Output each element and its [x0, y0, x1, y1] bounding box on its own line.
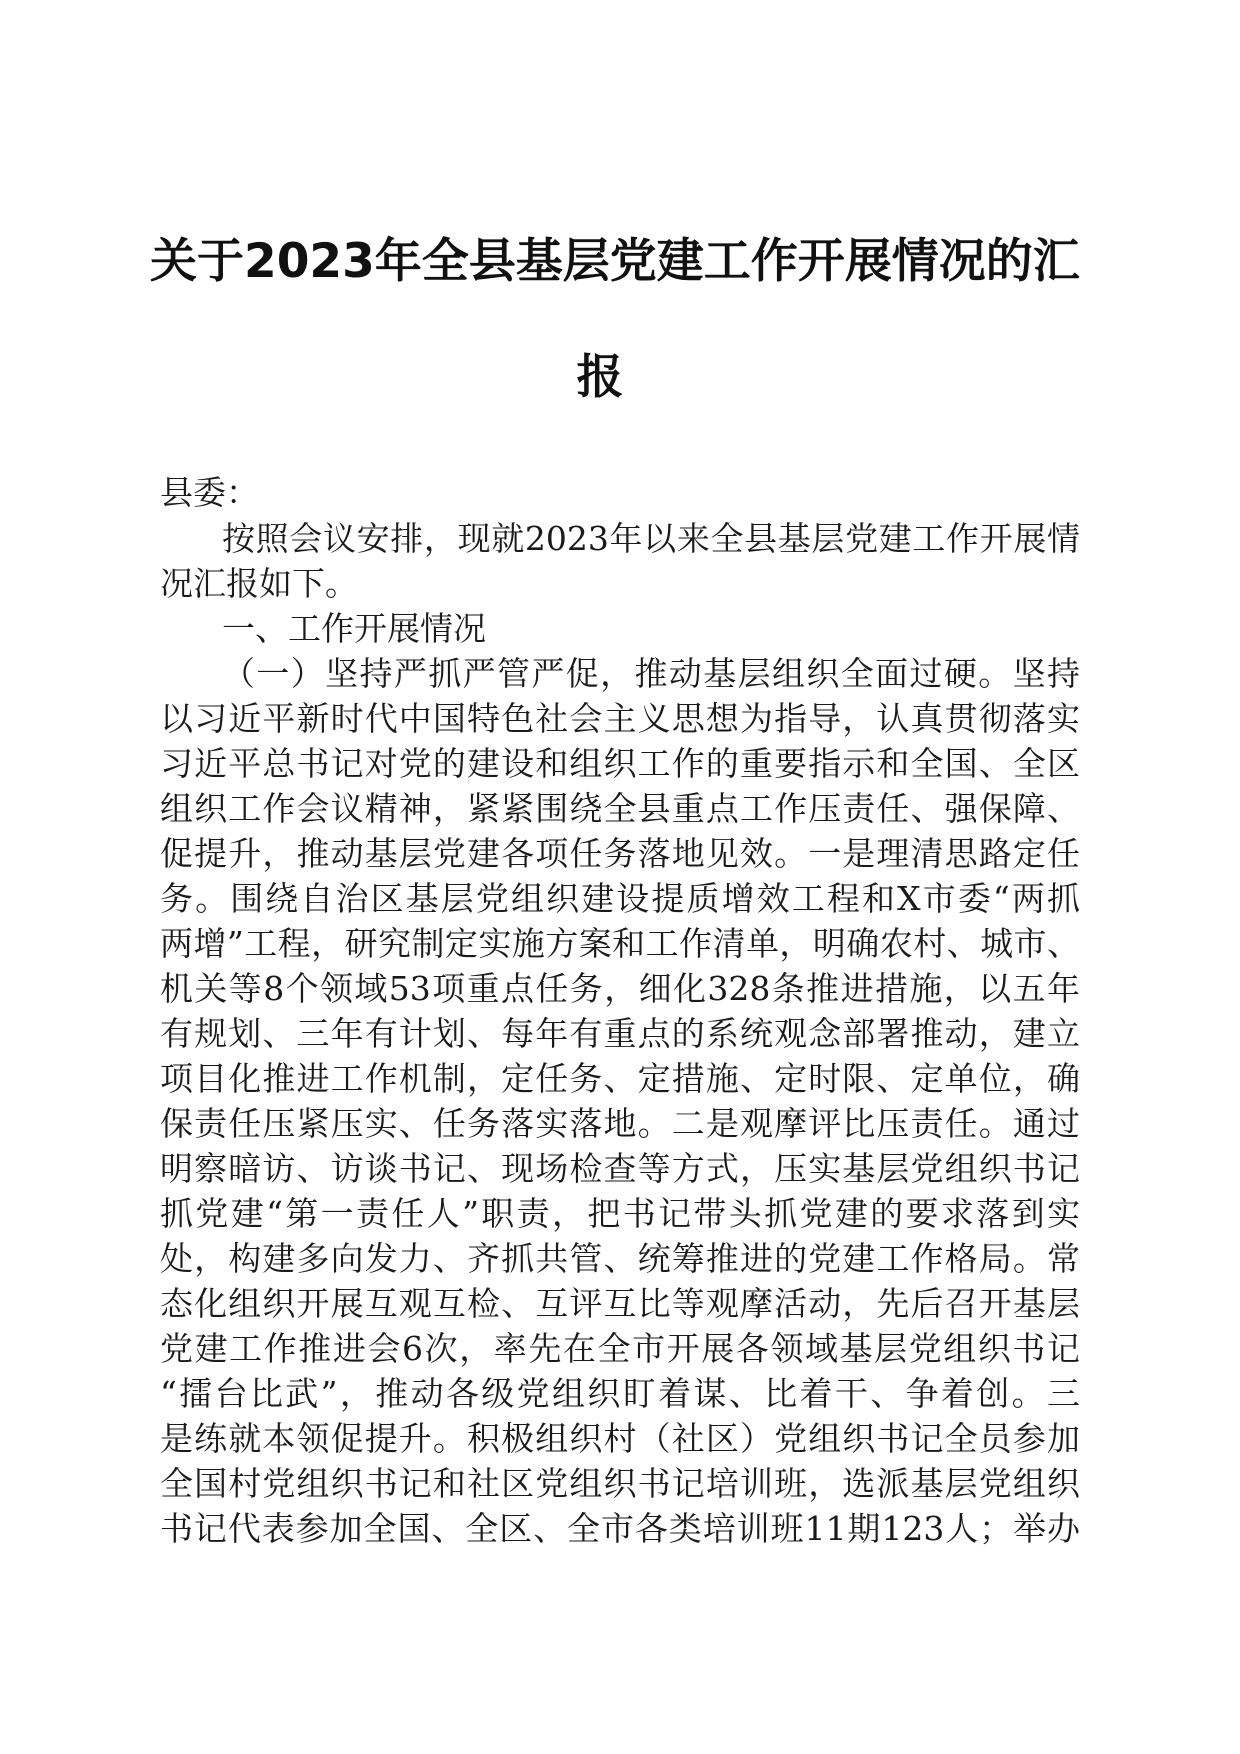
body-line: 两增”工程，研究制定实施方案和工作清单，明确农村、城市、 — [160, 924, 1080, 963]
salutation: 县委： — [160, 473, 259, 512]
body-line: 党建工作推进会6次，率先在全市开展各领域基层党组织书记 — [160, 1329, 1080, 1368]
body-line: 务。围绕自治区基层党组织建设提质增效工程和X市委“两抓 — [160, 879, 1080, 918]
section-heading: 一、工作开展情况 — [222, 609, 486, 648]
document-title-line-2: 报 — [576, 350, 624, 405]
intro-line: 况汇报如下。 — [160, 564, 358, 603]
body-line: 明察暗访、访谈书记、现场检查等方式，压实基层党组织书记 — [160, 1149, 1080, 1188]
body-line: 全国村党组织书记和社区党组织书记培训班，选派基层党组织 — [160, 1464, 1080, 1503]
body-line: 以习近平新时代中国特色社会主义思想为指导，认真贯彻落实 — [160, 699, 1080, 738]
body-line: （一）坚持严抓严管严促，推动基层组织全面过硬。坚持 — [222, 654, 1080, 693]
intro-line: 按照会议安排，现就2023年以来全县基层党建工作开展情 — [222, 519, 1080, 558]
body-line: 有规划、三年有计划、每年有重点的系统观念部署推动，建立 — [160, 1014, 1080, 1053]
body-line: 态化组织开展互观互检、互评互比等观摩活动，先后召开基层 — [160, 1284, 1080, 1323]
body-line: 习近平总书记对党的建设和组织工作的重要指示和全国、全区 — [160, 744, 1080, 783]
body-line: 处，构建多向发力、齐抓共管、统筹推进的党建工作格局。常 — [160, 1239, 1080, 1278]
document-title-line-1: 关于2023年全县基层党建工作开展情况的汇 — [150, 234, 1080, 289]
body-line: 组织工作会议精神，紧紧围绕全县重点工作压责任、强保障、 — [160, 789, 1080, 828]
body-line: 抓党建“第一责任人”职责，把书记带头抓党建的要求落到实 — [160, 1194, 1080, 1233]
body-line: 书记代表参加全国、全区、全市各类培训班11期123人；举办 — [160, 1509, 1080, 1548]
body-line: 项目化推进工作机制，定任务、定措施、定时限、定单位，确 — [160, 1059, 1080, 1098]
body-line: “擂台比武”，推动各级党组织盯着谋、比着干、争着创。三 — [160, 1374, 1080, 1413]
body-line: 机关等8个领域53项重点任务，细化328条推进措施，以五年 — [160, 969, 1080, 1008]
body-line: 促提升，推动基层党建各项任务落地见效。一是理清思路定任 — [160, 834, 1080, 873]
body-line: 保责任压紧压实、任务落实落地。二是观摩评比压责任。通过 — [160, 1104, 1080, 1143]
body-line: 是练就本领促提升。积极组织村（社区）党组织书记全员参加 — [160, 1419, 1080, 1458]
